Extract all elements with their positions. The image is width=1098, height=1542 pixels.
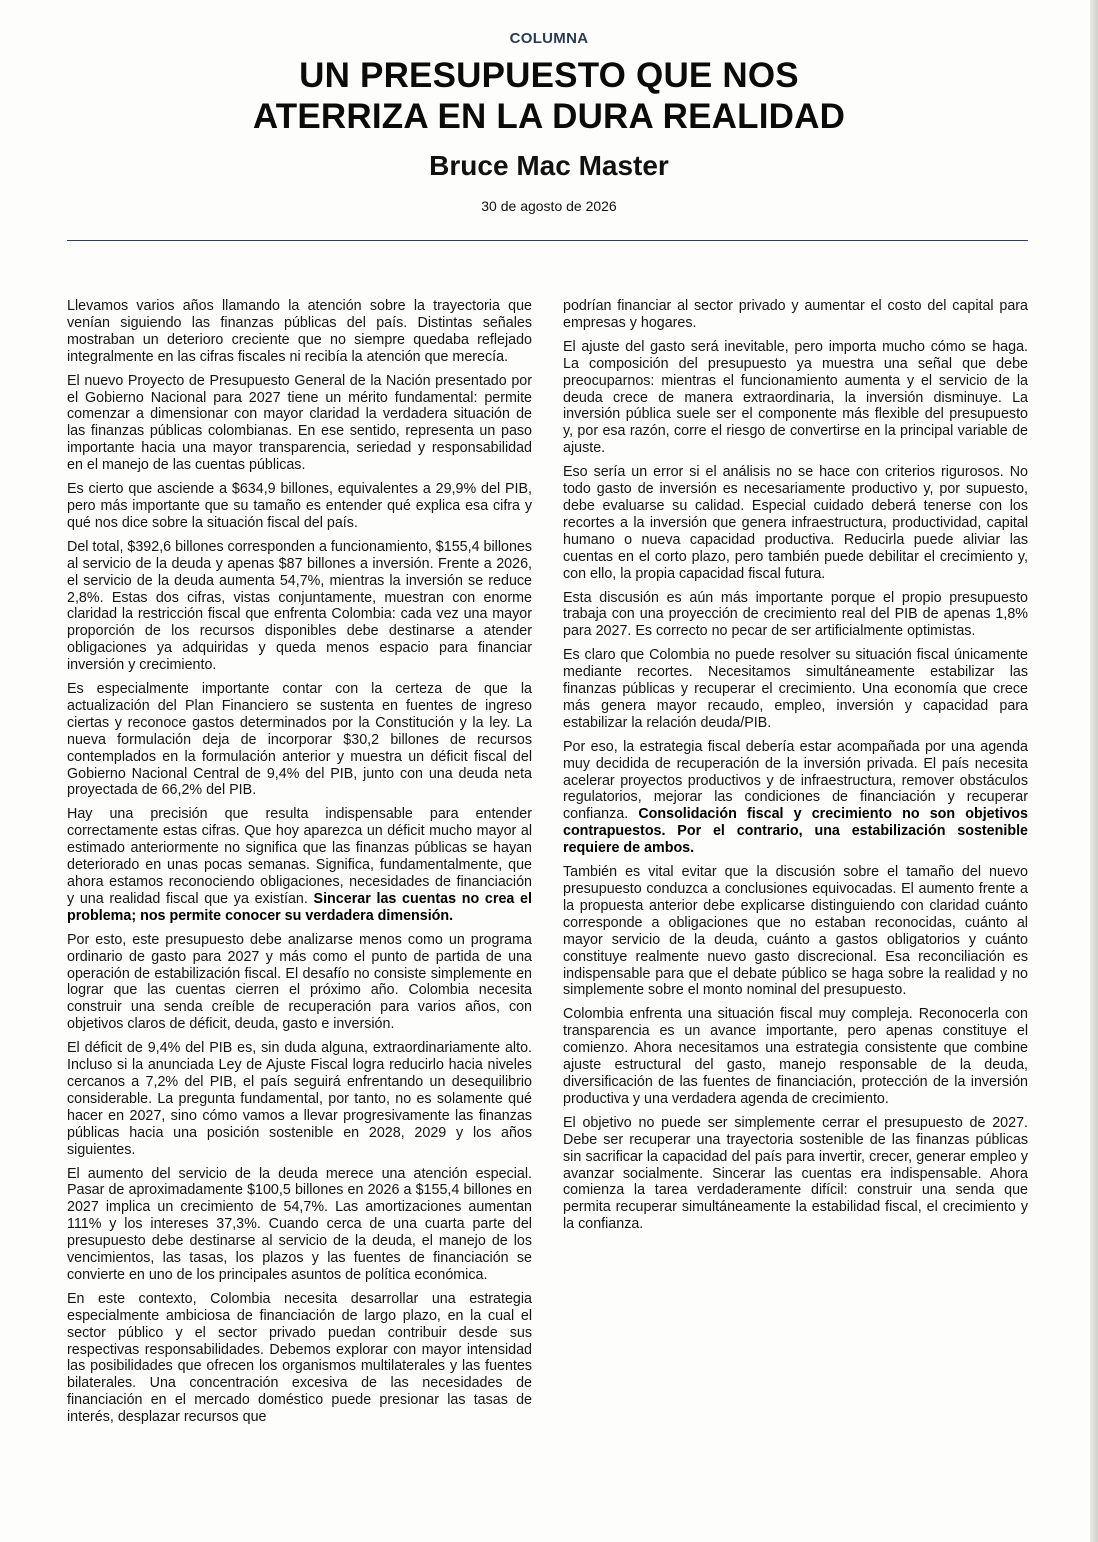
section-kicker: COLUMNA [509, 30, 589, 47]
paragraph: El nuevo Proyecto de Presupuesto General de la Nación presentado por el Gobierno Nacional para 2027 tiene un mérito fundamental: permite comenzar a dimensionar con mayor claridad la verdadera situación de las finanzas públicas colombianas. En ese sentido, representa un paso importante hacia una mayor transparencia, seriedad y responsabilidad en el manejo de las cuentas públicas. [67, 372, 532, 474]
paragraph: podrían financiar al sector privado y aumentar el costo del capital para empresas y hogares. [563, 298, 1028, 331]
header-divider [67, 240, 1028, 241]
paragraph [67, 806, 532, 924]
paragraph [563, 739, 1028, 857]
emphasis-text: Sincerar las cuentas no crea el problema; nos permite conocer su verdadera dimensión. [67, 890, 532, 924]
author-name: Bruce Mac Master [429, 150, 669, 181]
article-column-right [563, 298, 1028, 1240]
headline-line-2: ATERRIZA EN LA DURA REALIDAD [252, 97, 846, 136]
paragraph: Es especialmente importante contar con la certeza de que la actualización del Plan Financiero se sustenta en fuentes de ingreso ciertas y reconoce gastos determinados por la Constitución y la ley. La nueva formulación deja de incorporar $30,2 billones de recursos contemplados en la formulación anterior y muestra un déficit fiscal del Gobierno Nacional Central de 9,4% del PIB, junto con una deuda neta proyectada de 66,2% del PIB. [67, 681, 532, 799]
paragraph: El aumento del servicio de la deuda merece una atención especial. Pasar de aproximadamente $100,5 billones en 2026 a $155,4 billones en 2027 implica un crecimiento de 54,7%. Las amortizaciones aumentan 111% y los intereses 37,3%. Cuando cerca de una cuarta parte del presupuesto debe destinarse al servicio de la deuda, el manejo de los vencimientos, las tasas, los plazos y las fuentes de financiación se convierte en uno de los principales asuntos de política económica. [67, 1165, 532, 1283]
page-edge [1090, 0, 1098, 1542]
paragraph: Es claro que Colombia no puede resolver su situación fiscal únicamente mediante recortes. Necesitamos simultáneamente estabilizar las finanzas públicas y recuperar el crecimiento. Una economía que crece más genera mayor recaudo, empleo, inversión y capacidad para estabilizar la relación deuda/PIB. [563, 647, 1028, 731]
paragraph: En este contexto, Colombia necesita desarrollar una estrategia especialmente ambiciosa de financiación de largo plazo, en la cual el sector público y el sector privado puedan contribuir desde sus respectivas responsabilidades. Debemos explorar con mayor intensidad las posibilidades que ofrecen los organismos multilaterales y las fuentes bilaterales. Una concentración excesiva de las necesidades de financiación en el mercado doméstico puede presionar las tasas de interés, desplazar recursos que [67, 1290, 532, 1426]
article-headline [0, 55, 1098, 137]
paragraph: El déficit de 9,4% del PIB es, sin duda alguna, extraordinariamente alto. Incluso si la anunciada Ley de Ajuste Fiscal logra reducirlo hacia niveles cercanos a 7,2% del PIB, el país seguirá enfrentando un desequilibrio considerable. La pregunta fundamental, por tanto, no es solamente qué hacer en 2027, sino cómo vamos a llevar progresivamente las finanzas públicas hacia una posición sostenible en 2028, 2029 y los años siguientes. [67, 1040, 532, 1158]
paragraph: Colombia enfrenta una situación fiscal muy compleja. Reconocerla con transparencia es un avance importante, pero apenas constituye el comienzo. Ahora necesitamos una estrategia consistente que combine ajuste estructural del gasto, manejo responsable de la deuda, diversificación de las fuentes de financiación, protección de la inversión productiva y una verdadera agenda de crecimiento. [563, 1006, 1028, 1107]
paragraph: El objetivo no puede ser simplemente cerrar el presupuesto de 2027. Debe ser recuperar una trayectoria sostenible de las finanzas públicas sin sacrificar la capacidad del país para invertir, crecer, generar empleo y avanzar socialmente. Sincerar las cuentas era indispensable. Ahora comienza la tarea verdaderamente difícil: construir una senda que permita recuperar simultáneamente la estabilidad fiscal, el crecimiento y la confianza. [563, 1114, 1028, 1233]
paragraph: Esta discusión es aún más importante porque el propio presupuesto trabaja con una proyección de crecimiento real del PIB de apenas 1,8% para 2027. Es correcto no pecar de ser artificialmente optimistas. [563, 589, 1028, 640]
paragraph: También es vital evitar que la discusión sobre el tamaño del nuevo presupuesto conduzca a conclusiones equivocadas. El aumento frente a la propuesta anterior debe explicarse distinguiendo con claridad cuánto corresponde a obligaciones que no estaban reconocidas, cuánto al mayor servicio de la deuda, cuánto a gastos obligatorios y cuánto constituye realmente nuevo gasto discrecional. Esa reconciliación es indispensable para que el debate público se haga sobre la realidad y no simplemente sobre el monto nominal del presupuesto. [563, 864, 1028, 999]
article-column-left [67, 298, 532, 1433]
paragraph: Llevamos varios años llamando la atención sobre la trayectoria que venían siguiendo las finanzas públicas del país. Distintas señales mostraban un deterioro creciente que no siempre quedaba reflejado integralmente en las cifras fiscales ni recibía la atención que merecía. [67, 298, 532, 365]
publish-date: 30 de agosto de 2026 [481, 198, 617, 214]
paragraph: Es cierto que asciende a $634,9 billones, equivalentes a 29,9% del PIB, pero más importante que su tamaño es entender qué explica esa cifra y qué nos dice sobre la situación fiscal del país. [67, 481, 532, 531]
paragraph: Eso sería un error si el análisis no se hace con criterios rigurosos. No todo gasto de inversión es necesariamente productivo y, por supuesto, debe evaluarse su calidad. Especial cuidado deberá tenerse con los recortes a la inversión que genera infraestructura, productividad, capital humano o nueva capacidad productiva. Reducirla puede aliviar las cuentas en el corto plazo, pero también puede debilitar el crecimiento y, con ello, la propia capacidad fiscal futura. [563, 464, 1028, 582]
headline-line-1: UN PRESUPUESTO QUE NOS [299, 56, 799, 95]
emphasis-text: Consolidación fiscal y crecimiento no son objetivos contrapuestos. Por el contrario, una estabilización sostenible requiere de ambos. [563, 806, 1028, 857]
paragraph: El ajuste del gasto será inevitable, pero importa mucho cómo se haga. La composición del presupuesto ya muestra una señal que debe preocuparnos: mientras el funcionamiento aumenta y el servicio de la deuda crece de manera extraordinaria, la inversión disminuye. La inversión pública suele ser el componente más flexible del presupuesto y, por esa razón, corre el riesgo de convertirse en la principal variable de ajuste. [563, 338, 1028, 457]
paragraph: Por esto, este presupuesto debe analizarse menos como un programa ordinario de gasto para 2027 y más como el punto de partida de una operación de estabilización fiscal. El desafío no consiste simplemente en lograr que las cuentas cierren el próximo año. Colombia necesita construir una senda creíble de recuperación para varios años, con objetivos claros de déficit, deuda, gasto e inversión. [67, 931, 532, 1033]
paragraph-text: Hay una precisión que resulta indispensable para entender correctamente estas cifras. Que hoy aparezca un déficit mucho mayor al estimado anteriormente no significa que las finanzas públicas se hayan deteriorado en unas pocas semanas. Significa, fundamentalmente, que ahora estamos reconociendo obligaciones, necesidades de financiación y una realidad fiscal que ya existían. [67, 806, 532, 907]
paragraph: Del total, $392,6 billones corresponden a funcionamiento, $155,4 billones al servicio de la deuda y apenas $87 billones a inversión. Frente a 2026, el servicio de la deuda aumenta 54,7%, mientras la inversión se reduce 2,8%. Estas dos cifras, vistas conjuntamente, muestran con enorme claridad la restricción fiscal que enfrenta Colombia: cada vez una mayor proporción de los recursos disponibles debe destinarse a atender obligaciones ya adquiridas y queda menos espacio para financiar inversión y crecimiento. [67, 538, 532, 674]
paragraph-text: Por eso, la estrategia fiscal debería estar acompañada por una agenda muy decidida de recuperación de la inversión privada. El país necesita acelerar proyectos productivos y de infraestructura, remover obstáculos regulatorios, mejorar las condiciones de financiación y recuperar confianza. [563, 738, 1028, 823]
